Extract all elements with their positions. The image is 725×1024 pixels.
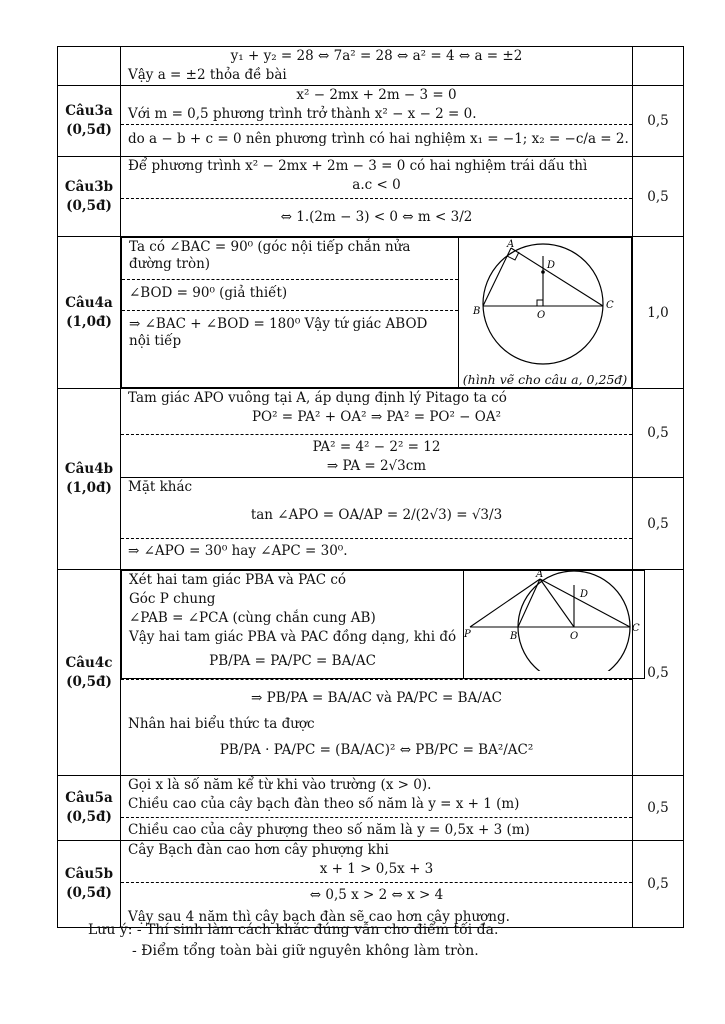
row-cau4a [58, 237, 684, 389]
figure-4a [459, 238, 629, 368]
row-cau5a [58, 776, 684, 841]
cau3a-points: (0,5đ) [66, 122, 112, 138]
cau5a-line3: Chiều cao của cây phượng theo số năm là y = 0,5x + 3 (m) [121, 817, 632, 840]
cau4a-points: (1,0đ) [66, 313, 112, 330]
cau5a-line2: Chiều cao của cây bạch đàn theo số năm là y = x + 1 (m) [128, 796, 520, 812]
cau4b-label: Câu4b [64, 461, 114, 477]
cau4c-line6: ⇒ PB/PA = BA/AC và PA/PC = BA/AC [121, 679, 632, 715]
note-line1: Lưu ý: - Thí sinh làm cách khác đúng vẫn cho điểm tối đa. [88, 922, 499, 938]
cau5b-label: Câu5b [64, 866, 114, 882]
row-cau4b-part1 [58, 389, 684, 478]
cau4c-score: 0,5 [633, 570, 684, 776]
cau4b-line1: Tam giác APO vuông tại A, áp dụng định lý Pitago ta có [128, 390, 507, 406]
cau3a-line2: Với m = 0,5 phương trình trở thành x² − x − 2 = 0. [128, 106, 477, 122]
cau3b-points: (0,5đ) [66, 197, 112, 214]
cau4c-line3: ∠PAB = ∠PCA (cùng chắn cung AB) [129, 610, 376, 626]
cau4b-score1: 0,5 [633, 389, 684, 478]
cau4b-line2: PO² = PA² + OA² ⇒ PA² = PO² − OA² [251, 409, 502, 425]
fig1-label-b: B [473, 306, 481, 317]
cau5a-score: 0,5 [633, 776, 684, 841]
cau3a-line1: x² − 2mx + 2m − 3 = 0 [296, 87, 457, 103]
cau5a-points: (0,5đ) [66, 809, 112, 825]
cau3b-line1: Để phương trình x² − 2mx + 2m − 3 = 0 có hai nghiệm trái dấu thì [128, 158, 588, 174]
cau5a-label: Câu5a [65, 790, 113, 806]
cont-eq2: Vậy a = ±2 thỏa đề bài [128, 67, 287, 83]
fig1-seg-ba [483, 248, 511, 306]
cont-eq1: y₁ + y₂ = 28 ⇔ 7a² = 28 ⇔ a² = 4 ⇔ a = ±2 [230, 48, 523, 64]
cau4b-line7: ⇒ ∠APO = 30⁰ hay ∠APC = 30⁰. [121, 538, 632, 561]
fig2-seg-ac [540, 579, 630, 627]
fig1-seg-ac [511, 248, 603, 306]
cau3b-line3: ⇔ 1.(2m − 3) < 0 ⇔ m < 3/2 [121, 198, 632, 236]
cau4a-line3: ⇒ ∠BAC + ∠BOD = 180⁰ Vậy tứ giác ABOD nội tiếp [122, 310, 458, 351]
cau3a-score: 0,5 [633, 86, 684, 157]
fig1-right-angle-o [537, 300, 543, 306]
cau4c-line8: PB/PA · PA/PC = (BA/AC)² ⇔ PB/PC = BA²/AC² [219, 742, 534, 758]
fig2-label-c: C [632, 623, 640, 634]
cau5a-line1: Gọi x là số năm kể từ khi vào trường (x > 0). [128, 777, 432, 793]
cau3b-label: Câu3b [64, 178, 114, 195]
fig2-seg-ao [540, 579, 574, 627]
fig2-label-b: B [510, 631, 518, 642]
cau3b-score: 0,5 [633, 157, 684, 237]
cau3a-line3: do a − b + c = 0 nên phương trình có hai nghiệm x₁ = −1; x₂ = −c/a = 2. [121, 124, 632, 156]
fig1-label-a: A [507, 239, 515, 250]
cau5b-points: (0,5đ) [66, 885, 112, 901]
answer-table [57, 46, 684, 928]
cau4c-line2: Góc P chung [129, 591, 216, 607]
cau4c-line1: Xét hai tam giác PBA và PAC có [129, 572, 347, 588]
row-cau4b-part2 [58, 478, 684, 570]
cau4c-points: (0,5đ) [66, 673, 112, 690]
cau4a-line1: Ta có ∠BAC = 90⁰ (góc nội tiếp chắn nửa đường tròn) [129, 239, 411, 272]
cau5b-score: 0,5 [633, 841, 684, 928]
cau5b-line4: Vậy sau 4 năm thì cây bạch đàn sẽ cao hơn cây phượng. [128, 909, 510, 925]
fig2-label-p: P [464, 629, 471, 640]
fig2-label-a: A [536, 571, 544, 580]
fig1-label-d: D [547, 260, 556, 271]
note-line2: - Điểm tổng toàn bài giữ nguyên không làm tròn. [132, 943, 479, 959]
cau4a-score: 1,0 [633, 237, 684, 389]
cau4c-line4: Vậy hai tam giác PBA và PAC đồng dạng, khi đó [129, 629, 457, 645]
fig1-label-o: O [537, 310, 546, 321]
cau3a-label: Câu3a [65, 103, 113, 119]
cau4a-label: Câu4a [65, 294, 113, 311]
row-cau3a [58, 86, 684, 157]
fig1-point-d [541, 270, 545, 274]
row-cau4c [58, 570, 684, 776]
cau4b-line6: tan ∠APO = OA/AP = 2/(2√3) = √3/3 [250, 507, 503, 523]
row-cau3b [58, 157, 684, 237]
cau4b-score2: 0,5 [633, 478, 684, 570]
cau5b-line2: x + 1 > 0,5x + 3 [319, 861, 434, 877]
cau4b-line5: Mặt khác [128, 479, 193, 495]
cau4b-line4: ⇒ PA = 2√3cm [326, 458, 427, 474]
fig2-label-d: D [580, 589, 589, 600]
cau3b-line2: a.c < 0 [352, 177, 401, 193]
fig2-label-o: O [570, 631, 579, 642]
figure-4c [464, 571, 644, 671]
cau4a-line2: ∠BOD = 90⁰ (giả thiết) [122, 279, 458, 310]
cau4c-label: Câu4c [65, 654, 113, 671]
cau4c-line7: Nhân hai biểu thức ta được [128, 716, 315, 732]
row-cau5b [58, 841, 684, 928]
cau5b-line3: ⇔ 0,5 x > 2 ⇔ x > 4 [121, 882, 632, 908]
cau4c-line5: PB/PA = PA/PC = BA/AC [209, 653, 376, 669]
fig1-label-c: C [606, 300, 614, 311]
row-cau3-continuation [58, 47, 684, 86]
cau4b-line3: PA² = 4² − 2² = 12 [121, 434, 632, 457]
fig1-caption: (hình vẽ cho câu a, 0,25đ) [462, 372, 628, 387]
cau5b-line1: Cây Bạch đàn cao hơn cây phượng khi [128, 842, 389, 858]
cau4b-points: (1,0đ) [66, 480, 112, 496]
